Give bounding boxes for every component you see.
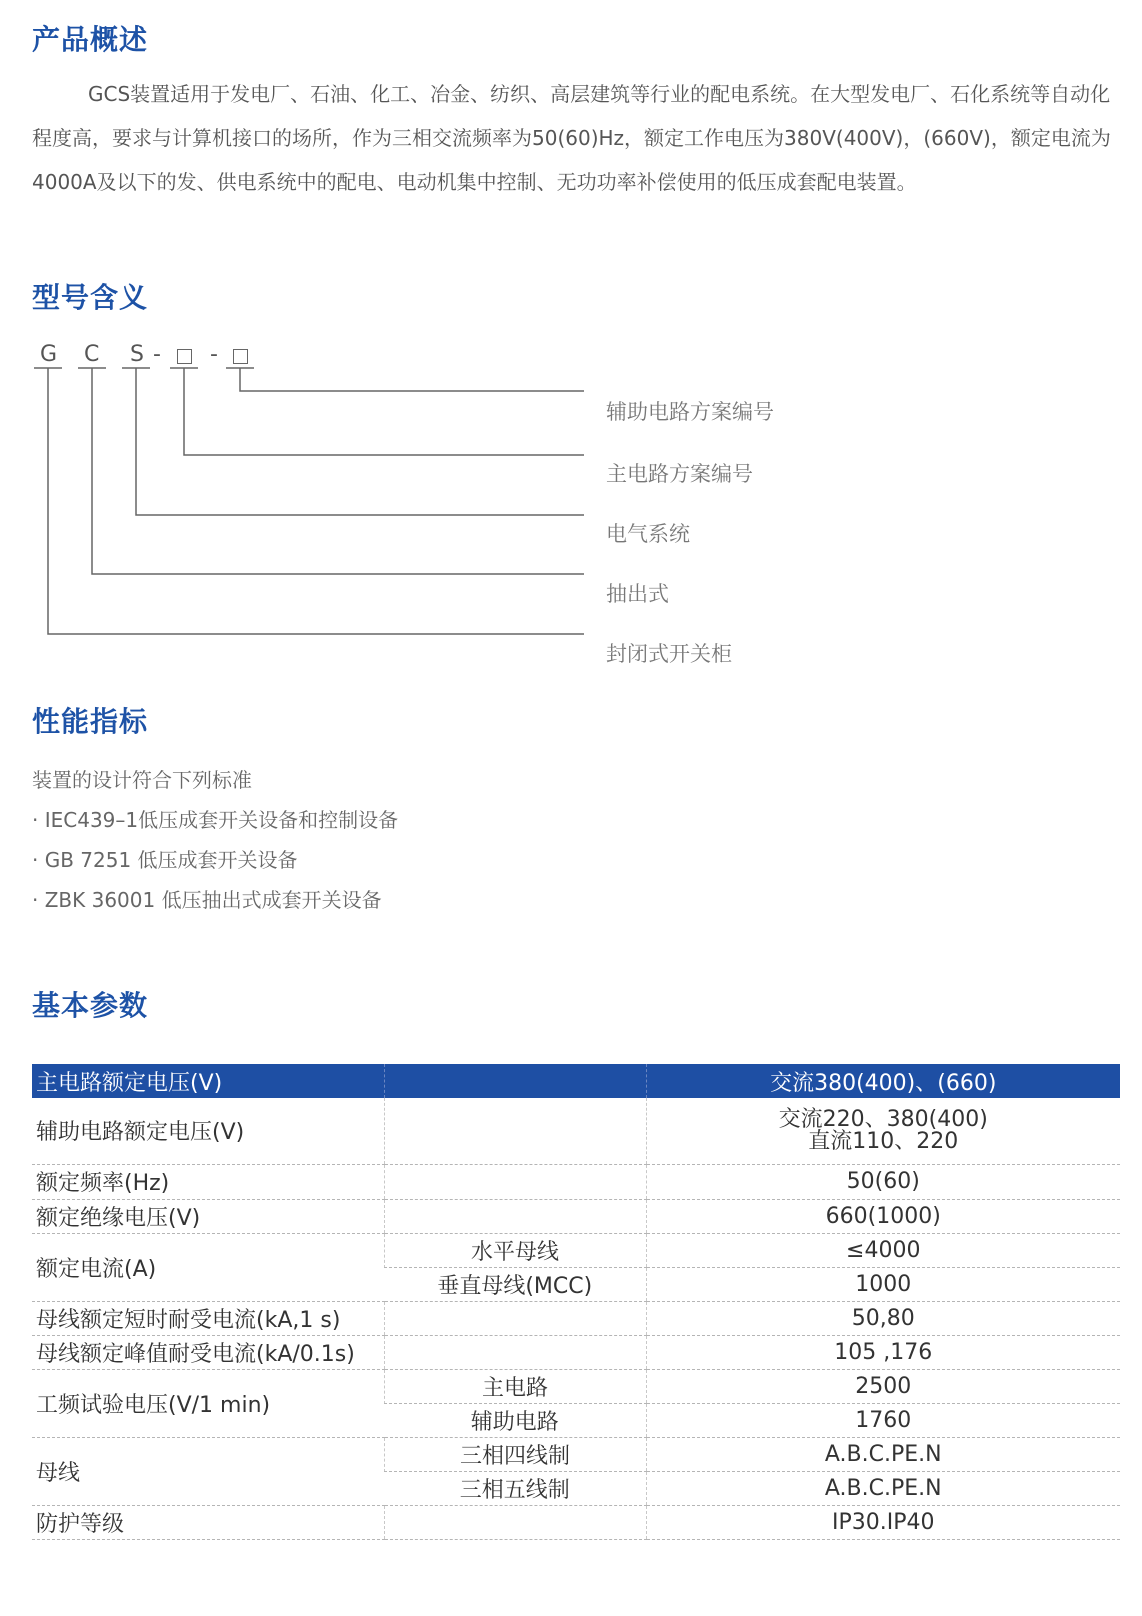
table-row xyxy=(32,1164,1120,1199)
leader-aux xyxy=(240,368,584,391)
leader-enclosed xyxy=(48,368,584,634)
performance-heading: 性能指标 xyxy=(32,705,149,738)
label-drawout: 抽出式 xyxy=(606,582,669,606)
param-sub: 主电路 xyxy=(384,1369,646,1403)
param-name: 防护等级 xyxy=(32,1505,384,1539)
leader-main xyxy=(184,368,584,455)
param-value: 2500 xyxy=(646,1369,1120,1403)
table-row xyxy=(32,1437,1120,1471)
overview-text: GCS装置适用于发电厂、石油、化工、冶金、纺织、高层建筑等行业的配电系统。在大型发电厂、石化系统等自动化程度高，要求与计算机接口的场所，作为三相交流频率为50(60)Hz，额定工作电压为380V(400V)，(660V)，额定电流为4000A及以下的发、供电系统中的配电、电动机集中控制、无功功率补偿使用的低压成套配电装置。 xyxy=(32,82,1111,194)
param-value: 1760 xyxy=(646,1403,1120,1437)
params-table xyxy=(32,1064,1120,1540)
table-row xyxy=(32,1301,1120,1335)
leader-electric xyxy=(136,368,584,515)
param-name: 辅助电路额定电压(V) xyxy=(32,1098,384,1164)
param-value-line: 直流110、220 xyxy=(808,1128,959,1154)
table-row xyxy=(32,1505,1120,1539)
param-name: 母线额定峰值耐受电流(kA/0.1s) xyxy=(32,1335,384,1369)
table-row xyxy=(32,1369,1120,1403)
param-value: ≤4000 xyxy=(646,1233,1120,1267)
param-sub xyxy=(384,1064,646,1098)
label-enclosed-cabinet: 封闭式开关柜 xyxy=(606,642,732,666)
param-sub xyxy=(384,1335,646,1369)
code-letter-s: S xyxy=(130,342,144,367)
param-sub xyxy=(384,1098,646,1164)
param-value xyxy=(646,1098,1120,1164)
table-row xyxy=(32,1233,1120,1267)
code-letter-c: C xyxy=(84,342,100,367)
param-value: A.B.C.PE.N xyxy=(646,1471,1120,1505)
table-row xyxy=(32,1199,1120,1233)
standard-item: · GB 7251 低压成套开关设备 xyxy=(32,848,298,872)
code-dash-1: - xyxy=(153,342,161,367)
param-sub xyxy=(384,1301,646,1335)
param-value: 660(1000) xyxy=(646,1199,1120,1233)
label-aux-scheme: 辅助电路方案编号 xyxy=(606,400,774,424)
param-value: 105 ,176 xyxy=(646,1335,1120,1369)
param-name: 额定绝缘电压(V) xyxy=(32,1199,384,1233)
param-sub: 辅助电路 xyxy=(384,1403,646,1437)
param-sub: 垂直母线(MCC) xyxy=(384,1267,646,1301)
param-sub xyxy=(384,1164,646,1199)
param-value: A.B.C.PE.N xyxy=(646,1437,1120,1471)
param-sub: 三相四线制 xyxy=(384,1437,646,1471)
param-name: 母线 xyxy=(32,1437,384,1505)
table-row xyxy=(32,1335,1120,1369)
param-value: 交流380(400)、(660) xyxy=(646,1064,1120,1098)
standard-item: · IEC439–1低压成套开关设备和控制设备 xyxy=(32,808,399,832)
param-value: IP30.IP40 xyxy=(646,1505,1120,1539)
code-dash-2: - xyxy=(210,342,218,367)
table-row xyxy=(32,1098,1120,1164)
label-main-scheme: 主电路方案编号 xyxy=(606,462,753,486)
param-name: 母线额定短时耐受电流(kA,1 s) xyxy=(32,1301,384,1335)
param-value: 50,80 xyxy=(646,1301,1120,1335)
model-diagram xyxy=(0,360,600,660)
model-heading: 型号含义 xyxy=(32,281,149,314)
param-sub: 三相五线制 xyxy=(384,1471,646,1505)
param-sub xyxy=(384,1199,646,1233)
param-value: 1000 xyxy=(646,1267,1120,1301)
leader-drawout xyxy=(92,368,584,574)
params-heading: 基本参数 xyxy=(32,989,149,1022)
param-sub: 水平母线 xyxy=(384,1233,646,1267)
code-letter-g: G xyxy=(40,342,58,367)
param-name: 工频试验电压(V/1 min) xyxy=(32,1369,384,1437)
overview-paragraph xyxy=(32,72,1112,204)
param-value-line: 交流220、380(400) xyxy=(778,1106,988,1132)
overview-heading: 产品概述 xyxy=(32,23,149,56)
table-header-row xyxy=(32,1064,1120,1098)
standards-intro: 装置的设计符合下列标准 xyxy=(32,768,252,792)
param-sub xyxy=(384,1505,646,1539)
param-name: 额定电流(A) xyxy=(32,1233,384,1301)
param-name: 主电路额定电压(V) xyxy=(32,1064,384,1098)
param-name: 额定频率(Hz) xyxy=(32,1164,384,1199)
param-value: 50(60) xyxy=(646,1164,1120,1199)
label-electric-system: 电气系统 xyxy=(606,522,690,546)
standard-item: · ZBK 36001 低压抽出式成套开关设备 xyxy=(32,888,382,912)
